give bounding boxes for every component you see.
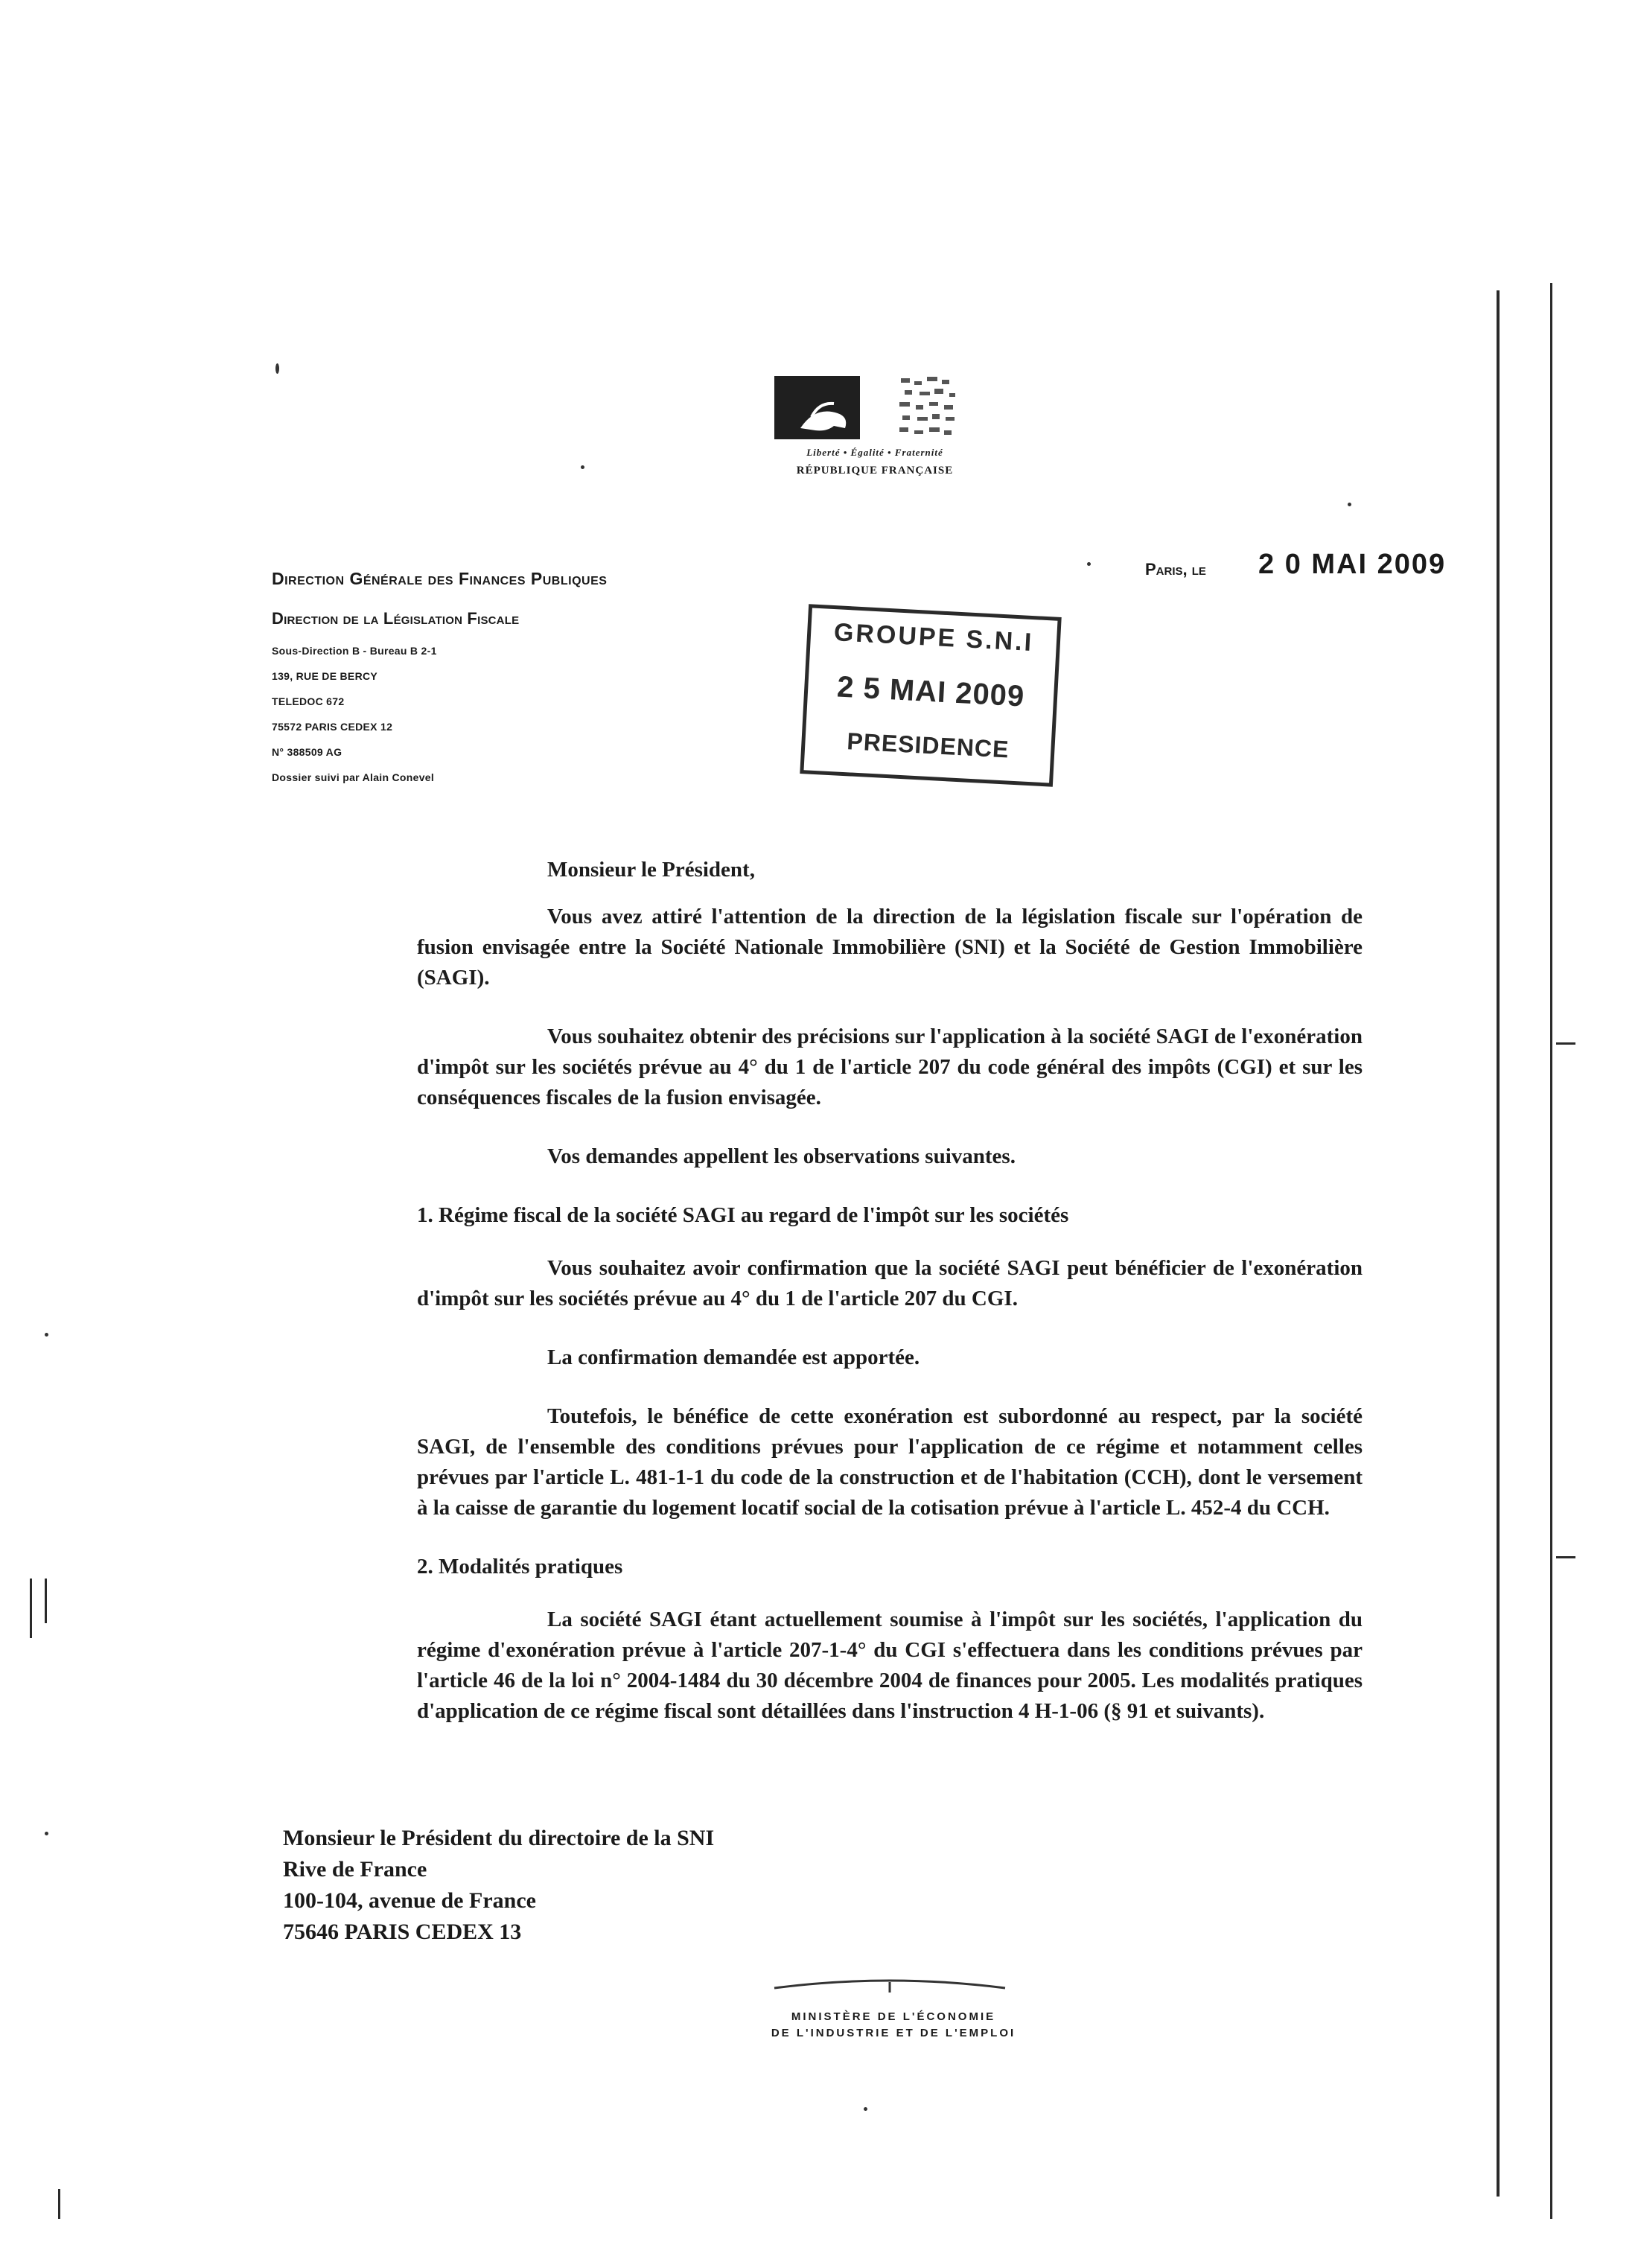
paragraph-1: Vous avez attiré l'attention de la direction de la législation fiscale sur l'opération de fusion envisagée entre la Société Nationale Immobilière (SNI) et la Société de Gestion Immobilière (SAGI). bbox=[417, 905, 1363, 990]
footer-ornament bbox=[771, 1972, 1009, 1994]
scan-speck bbox=[1087, 562, 1091, 566]
sender-street: 139, RUE DE BERCY bbox=[272, 670, 378, 682]
sender-postcode: 75572 PARIS CEDEX 12 bbox=[272, 721, 393, 733]
stamp-department: PRESIDENCE bbox=[846, 727, 1010, 763]
scan-left-mark bbox=[45, 1579, 47, 1623]
sender-direction-legislation: Direction de la Législation Fiscale bbox=[272, 609, 520, 628]
logo-republic-label: RÉPUBLIQUE FRANÇAISE bbox=[796, 465, 954, 477]
stamp-date: 2 5 MAI 2009 bbox=[836, 670, 1026, 713]
sender-direction-generale: Direction Générale des Finances Publiques bbox=[272, 569, 608, 588]
letter-greeting: Monsieur le Président, bbox=[547, 858, 755, 882]
paragraph-7: La société SAGI étant actuellement soumise à l'impôt sur les sociétés, l'application du régime d'exonération prévue à l'article 207-1-4° du CGI s'effectuera dans les conditions prévues par l'article 46 de la loi n° 2004-1484 du 30 décembre 2004 de finances pour 2005. Les modalités pratiques d'application de ce régime fiscal sont détaillées dans l'instruction 4 H-1-06 (§ 91 et suivants). bbox=[417, 1608, 1363, 1723]
scan-speck bbox=[45, 1832, 48, 1835]
scan-left-mark bbox=[58, 2189, 60, 2219]
recipient-street: 100-104, avenue de France bbox=[283, 1888, 536, 1913]
scan-speck bbox=[275, 363, 279, 374]
letter-body bbox=[417, 855, 1363, 1755]
footer-ministry-line1: MINISTÈRE DE L'ÉCONOMIE bbox=[791, 2010, 996, 2023]
recipient-address bbox=[283, 1823, 714, 1948]
reception-stamp bbox=[800, 604, 1061, 786]
sender-teledoc: TELEDOC 672 bbox=[272, 695, 345, 707]
scan-speck bbox=[581, 465, 584, 469]
recipient-building: Rive de France bbox=[283, 1857, 427, 1882]
sender-reference: N° 388509 AG bbox=[272, 746, 342, 758]
paragraph-3: Vos demandes appellent les observations suivantes. bbox=[547, 1144, 1016, 1168]
scan-left-mark bbox=[30, 1579, 32, 1638]
sender-file-handler: Dossier suivi par Alain Conevel bbox=[272, 771, 435, 783]
date-value: 2 0 MAI 2009 bbox=[1258, 549, 1447, 580]
scan-edge-line bbox=[1497, 290, 1500, 2197]
paragraph-5: La confirmation demandée est apportée. bbox=[547, 1345, 920, 1369]
paragraph-6: Toutefois, le bénéfice de cette exonération est subordonné au respect, par la société SAGI, de l'ensemble des conditions prévues pour l'application de ce régime et notamment celles prévues par l'article L. 481-1-1 du code de la construction et de l'habitation (CCH), dont le versement à la caisse de garantie du logement locatif social de la cotisation prévue à l'article L. 452-4 du CCH. bbox=[417, 1404, 1363, 1520]
scan-speck bbox=[1348, 503, 1351, 506]
section-heading-2: 2. Modalités pratiques bbox=[417, 1555, 623, 1579]
logo-motto: Liberté • Égalité • Fraternité bbox=[806, 447, 943, 458]
scan-speck bbox=[864, 2107, 867, 2111]
scan-edge-line bbox=[1550, 283, 1552, 2219]
stamp-group: GROUPE S.N.I bbox=[833, 618, 1035, 657]
section-heading-1: 1. Régime fiscal de la société SAGI au regard de l'impôt sur les sociétés bbox=[417, 1203, 1069, 1227]
sender-sous-direction: Sous-Direction B - Bureau B 2-1 bbox=[272, 645, 437, 657]
recipient-city: 75646 PARIS CEDEX 13 bbox=[283, 1920, 522, 1944]
paragraph-4: Vous souhaitez avoir confirmation que la société SAGI peut bénéficier de l'exonération d'impôt sur les sociétés prévue au 4° du 1 de l'article 207 du CGI. bbox=[417, 1256, 1363, 1310]
scan-edge-mark bbox=[1556, 1556, 1575, 1558]
scan-edge-mark bbox=[1556, 1042, 1575, 1045]
paragraph-2: Vous souhaitez obtenir des précisions sur l'application à la société SAGI de l'exonération d'impôt sur les sociétés prévue au 4° du 1 de l'article 207 du code général des impôts (CGI) et sur les conséquences fiscales de la fusion envisagée. bbox=[417, 1025, 1363, 1109]
recipient-name: Monsieur le Président du directoire de la SNI bbox=[283, 1826, 715, 1850]
scan-speck bbox=[45, 1333, 48, 1337]
footer-ministry-line2: DE L'INDUSTRIE ET DE L'EMPLOI bbox=[771, 2027, 1016, 2039]
date-label: Paris, le bbox=[1145, 560, 1206, 579]
